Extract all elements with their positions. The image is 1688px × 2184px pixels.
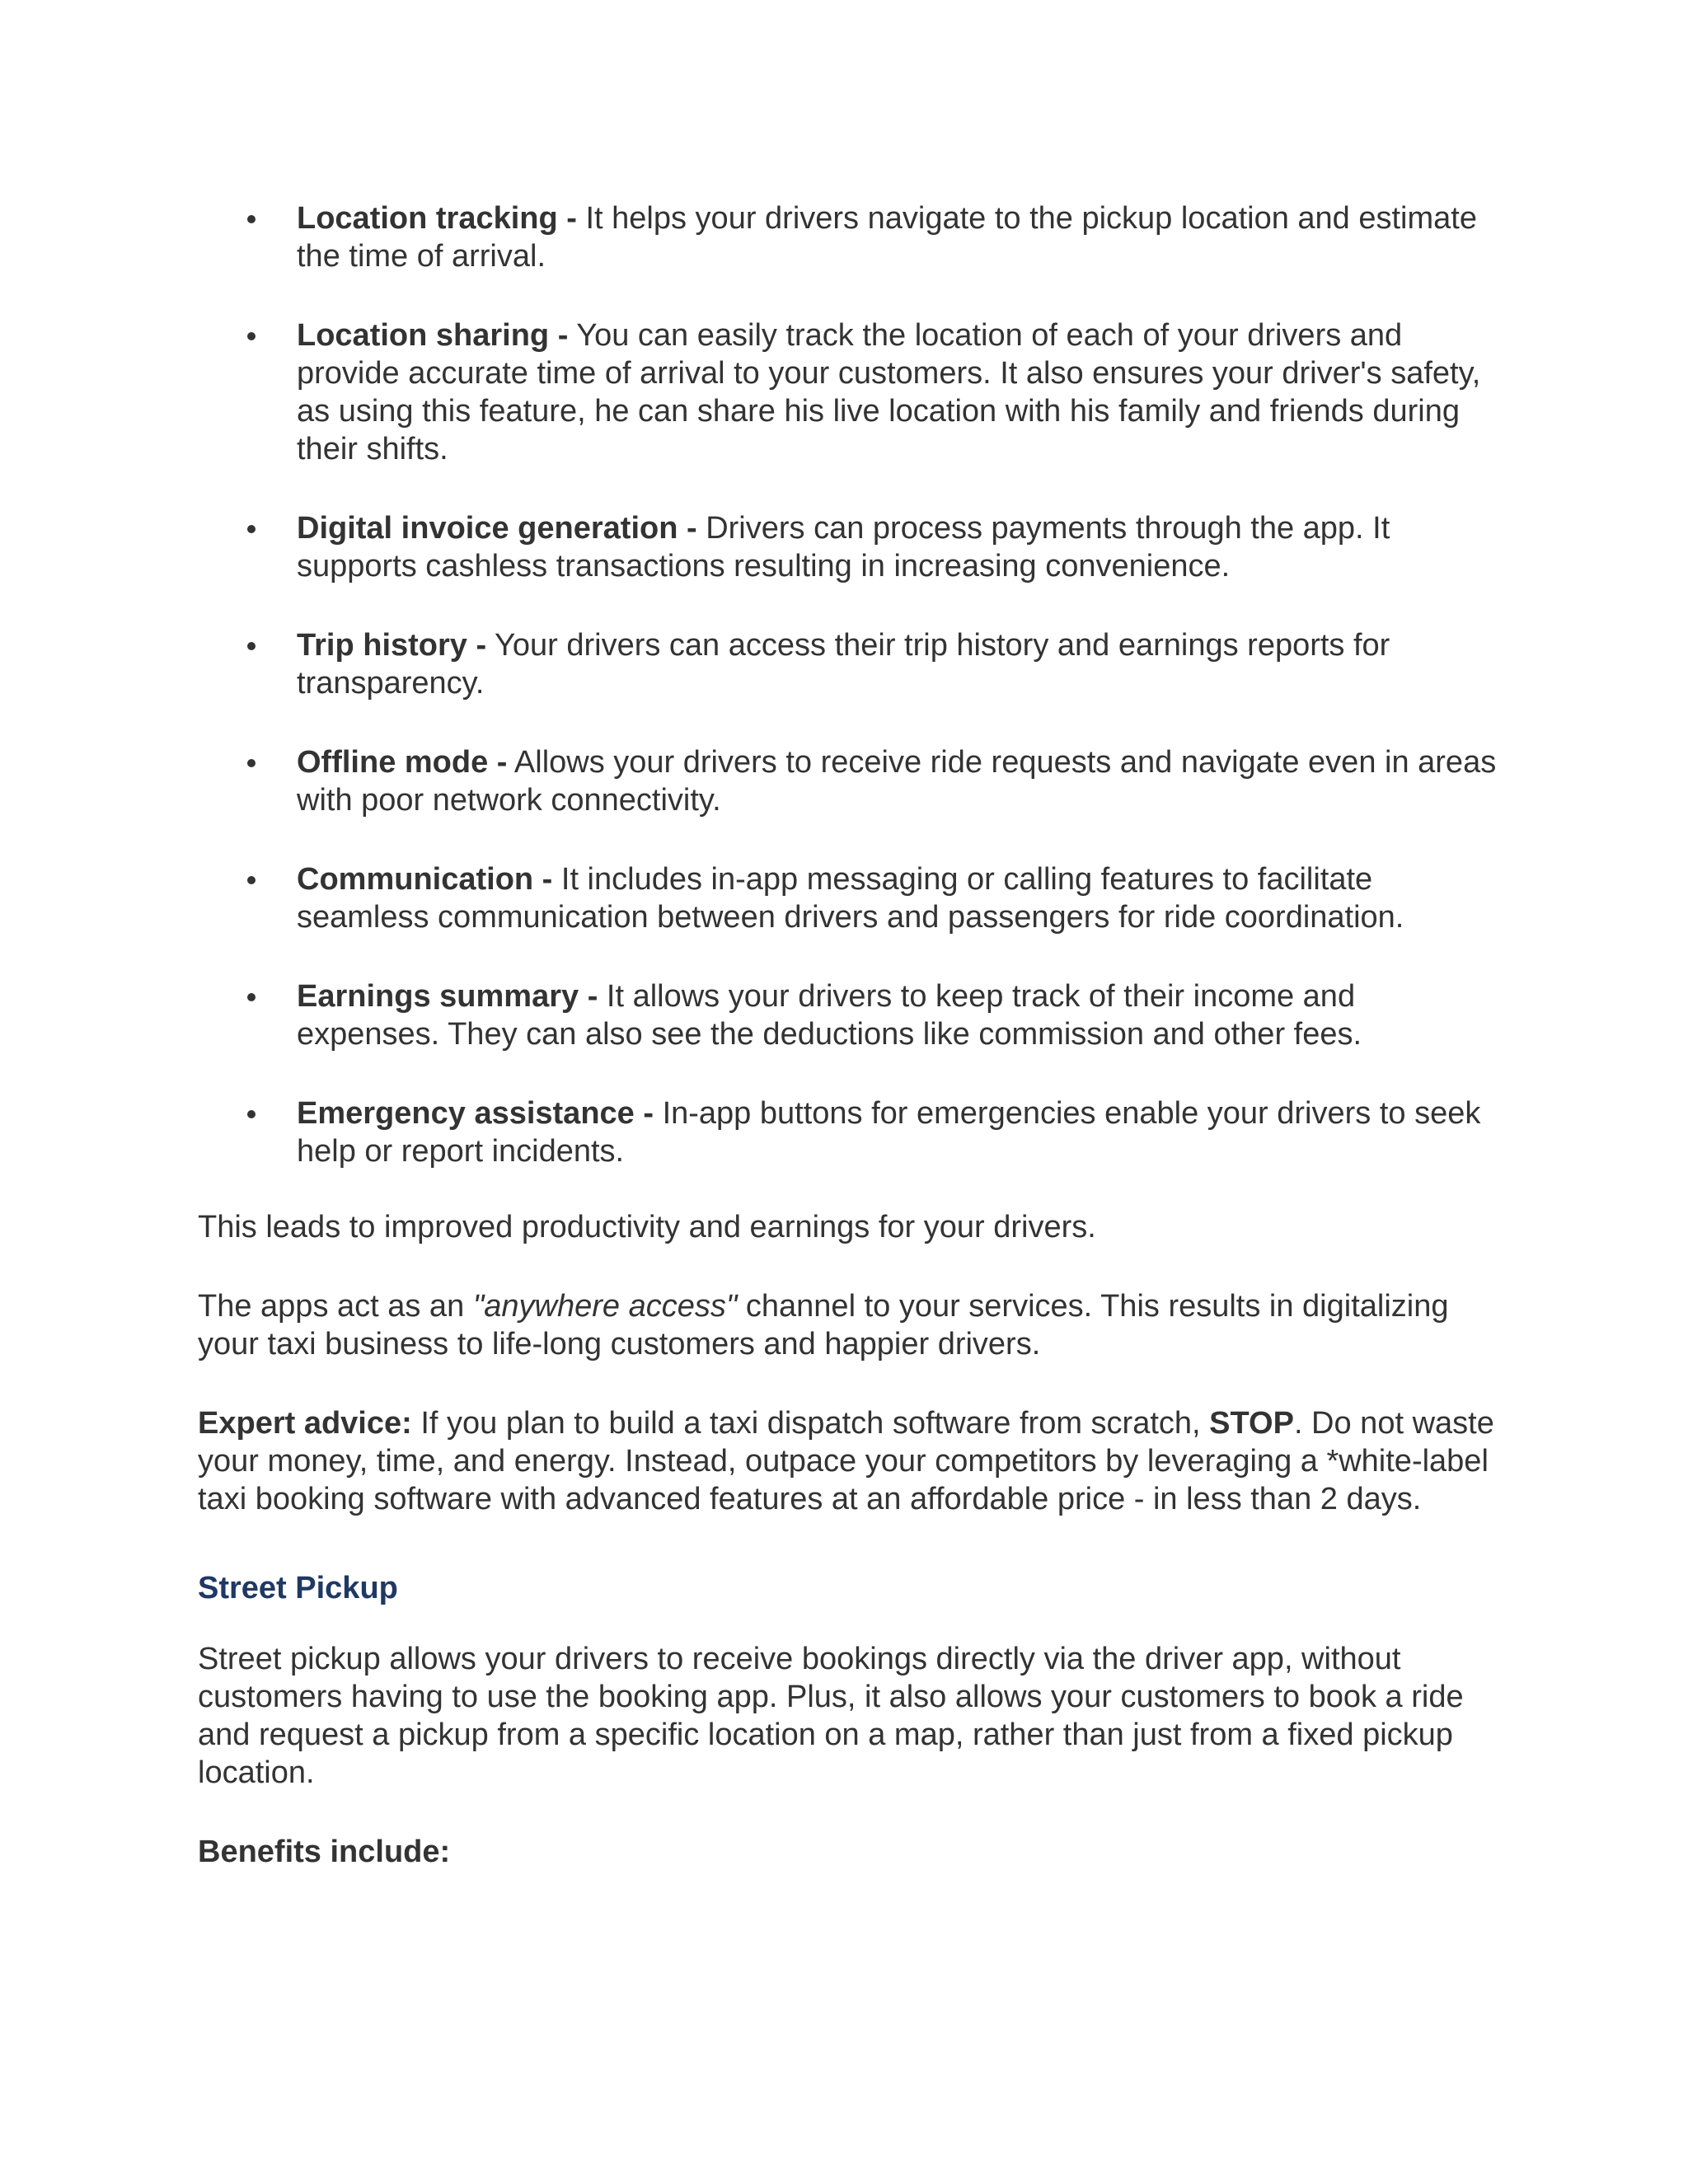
feature-text: It allows your drivers to keep track of their income and expenses. They can also see the deductions like commission and other fees. — [297, 979, 1362, 1052]
feature-text: You can easily track the location of each of your drivers and provide accurate time of arrival to your customers. It also ensures your driver's safety, as using this feature, he can share his live location with his family and friends during their shifts. — [297, 318, 1481, 466]
anywhere-italic: "anywhere access" — [472, 1289, 738, 1324]
feature-title: Earnings summary - — [297, 979, 598, 1014]
list-item — [198, 316, 1500, 468]
expert-advice-text: If you plan to build a taxi dispatch software from scratch, — [411, 1406, 1210, 1441]
expert-advice-paragraph — [198, 1404, 1500, 1518]
feature-title: Offline mode - — [297, 745, 508, 780]
feature-text: Your drivers can access their trip history and earnings reports for transparency. — [297, 628, 1390, 701]
street-pickup-paragraph: Street pickup allows your drivers to receive bookings directly via the driver app, without customers having to use the booking app. Plus, it also allows your customers to book a ride and request a pickup from a specific location on a map, rather than just from a fixed pickup location. — [198, 1642, 1464, 1790]
anywhere-before: The apps act as an — [198, 1289, 473, 1324]
benefits-label: Benefits include: — [198, 1835, 451, 1869]
anywhere-access-paragraph — [198, 1287, 1500, 1363]
section-heading: Street Pickup — [198, 1571, 398, 1605]
productivity-paragraph: This leads to improved productivity and earnings for your drivers. — [198, 1210, 1096, 1244]
bullet-icon — [247, 759, 256, 767]
list-item — [198, 977, 1500, 1053]
feature-text: In-app buttons for emergencies enable your drivers to seek help or report incidents. — [297, 1096, 1481, 1169]
bullet-icon — [247, 1110, 256, 1118]
anywhere-after: channel to your services. This results in digitalizing your taxi business to life-long customers and happier drivers. — [198, 1289, 1449, 1361]
bullet-icon — [247, 642, 256, 650]
document-page — [198, 199, 1500, 1871]
bullet-icon — [247, 876, 256, 884]
feature-text: Drivers can process payments through the app. It supports cashless transactions resulting in increasing convenience. — [297, 511, 1390, 583]
bullet-icon — [247, 993, 256, 1001]
feature-text: Allows your drivers to receive ride requests and navigate even in areas with poor network connectivity. — [297, 745, 1497, 818]
feature-list — [198, 199, 1500, 1170]
feature-title: Trip history - — [297, 628, 487, 663]
expert-advice-label: Expert advice: — [198, 1406, 412, 1441]
list-item — [198, 509, 1500, 585]
bullet-icon — [247, 332, 256, 340]
feature-title: Digital invoice generation - — [297, 511, 697, 546]
feature-title: Location tracking - — [297, 201, 577, 236]
bullet-icon — [247, 525, 256, 533]
list-item — [198, 743, 1500, 819]
feature-title: Location sharing - — [297, 318, 569, 353]
bullet-icon — [247, 215, 256, 223]
list-item — [198, 860, 1500, 936]
feature-text: It helps your drivers navigate to the pickup location and estimate the time of arrival. — [297, 201, 1477, 274]
list-item — [198, 1094, 1500, 1170]
feature-text: It includes in-app messaging or calling features to facilitate seamless communication between drivers and passengers for ride coordination. — [297, 862, 1404, 935]
feature-title: Emergency assistance - — [297, 1096, 654, 1131]
expert-advice-text-continued: . Do not waste your money, time, and energy. Instead, outpace your competitors by leveraging a *white-label taxi booking software with advanced features at an affordable price - in less than 2 days. — [198, 1406, 1494, 1516]
list-item — [198, 199, 1500, 275]
stop-emphasis: STOP — [1209, 1406, 1294, 1441]
feature-title: Communication - — [297, 862, 553, 897]
list-item — [198, 626, 1500, 702]
